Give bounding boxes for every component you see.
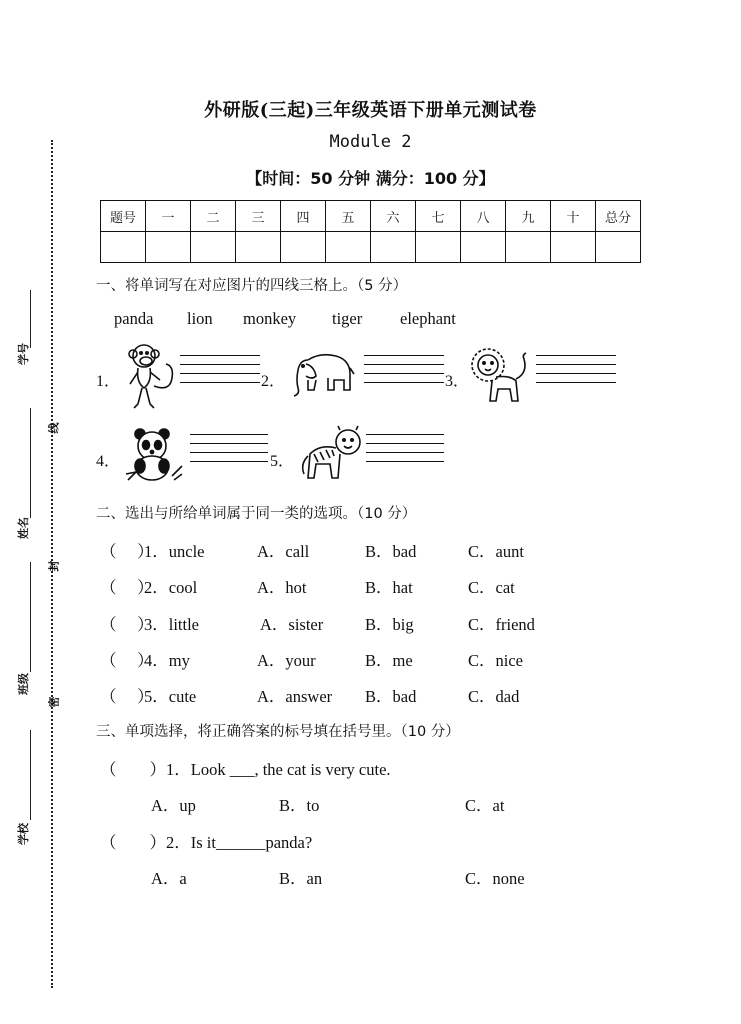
score-blank-cell[interactable] [506, 232, 551, 263]
question-stem: 2．Is it______panda? [166, 833, 313, 852]
writing-lines[interactable] [364, 355, 444, 391]
score-header-cell: 六 [371, 201, 416, 232]
page-title: 外研版(三起)三年级英语下册单元测试卷 [204, 100, 537, 121]
panda-icon [124, 426, 184, 482]
score-header-cell: 八 [461, 201, 506, 232]
word-bank-item: elephant [400, 309, 456, 328]
writing-lines[interactable] [366, 434, 444, 470]
seal-char-seal: 封 [47, 560, 61, 572]
option-c: C．aunt [468, 542, 524, 561]
student-id-label: 学号 [17, 343, 30, 365]
score-header-cell: 七 [416, 201, 461, 232]
lion-icon [470, 345, 534, 407]
seal-char-line: 线 [47, 422, 61, 434]
answer-paren[interactable]: （ ） [100, 833, 166, 852]
score-blank-cell[interactable] [596, 232, 641, 263]
word-bank-item: monkey [243, 309, 297, 328]
school-line [30, 730, 31, 820]
score-header-cell: 五 [326, 201, 371, 232]
option-a: A．answer [257, 687, 333, 706]
picture-number: 1． [96, 373, 121, 390]
question-stem: 1．uncle [144, 542, 205, 561]
question-stem: 3．little [144, 615, 199, 634]
seal-char-secret: 密 [47, 696, 61, 708]
score-header-cell: 三 [236, 201, 281, 232]
option-a: A．sister [260, 615, 324, 634]
picture-number: 4． [96, 453, 121, 470]
score-header-cell: 总分 [596, 201, 641, 232]
answer-paren[interactable]: （ ） [100, 760, 166, 779]
option-c: C．dad [468, 687, 520, 706]
answer-paren[interactable]: （ ） [100, 578, 154, 597]
option-c: C．friend [468, 615, 535, 634]
option-c: C．cat [468, 578, 515, 597]
question-stem: 2．cool [144, 578, 198, 597]
option-b: B．me [365, 651, 413, 670]
answer-paren[interactable]: （ ） [100, 615, 154, 634]
class-label: 班级 [17, 673, 30, 695]
score-blank-cell[interactable] [101, 232, 146, 263]
tiger-icon [300, 424, 366, 484]
score-blank-cell[interactable] [551, 232, 596, 263]
answer-paren[interactable]: （ ） [100, 687, 154, 706]
picture-number: 5． [270, 453, 295, 470]
question-stem: 4．my [144, 651, 190, 670]
option-a: A．a [151, 869, 187, 888]
picture-number: 3． [445, 373, 470, 390]
question-stem: 5．cute [144, 687, 197, 706]
option-b: B．bad [365, 542, 417, 561]
name-label: 姓名 [17, 517, 30, 539]
writing-lines[interactable] [180, 355, 260, 391]
score-blank-cell[interactable] [236, 232, 281, 263]
score-blank-cell[interactable] [416, 232, 461, 263]
word-bank-item: tiger [332, 309, 363, 328]
name-line [30, 408, 31, 518]
answer-paren[interactable]: （ ） [100, 651, 154, 670]
elephant-icon [290, 350, 354, 400]
writing-lines[interactable] [190, 434, 268, 470]
option-a: A．call [257, 542, 310, 561]
option-c: C．nice [468, 651, 523, 670]
class-line [30, 562, 31, 672]
score-blank-cell[interactable] [281, 232, 326, 263]
monkey-icon [126, 342, 178, 412]
option-a: A．hot [257, 578, 307, 597]
score-table [100, 200, 641, 263]
section3-title: 三、单项选择，将正确答案的标号填在括号里。（10 分） [96, 724, 460, 740]
writing-lines[interactable] [536, 355, 616, 391]
module-label: Module 2 [329, 132, 412, 152]
option-b: B．bad [365, 687, 417, 706]
score-blank-cell[interactable] [326, 232, 371, 263]
option-c: C．at [465, 796, 505, 815]
section1-title: 一、将单词写在对应图片的四线三格上。（5 分） [96, 278, 408, 294]
school-label: 学校 [17, 823, 30, 845]
option-a: A．up [151, 796, 196, 815]
section2-title: 二、选出与所给单词属于同一类的选项。（10 分） [96, 506, 417, 522]
score-header-cell: 题号 [101, 201, 146, 232]
option-b: B．hat [365, 578, 413, 597]
score-blank-cell[interactable] [146, 232, 191, 263]
option-b: B．to [279, 796, 320, 815]
score-header-cell: 九 [506, 201, 551, 232]
option-b: B．an [279, 869, 323, 888]
option-a: A．your [257, 651, 316, 670]
question-stem: 1．Look ___, the cat is very cute. [166, 760, 391, 779]
option-b: B．big [365, 615, 414, 634]
word-bank-item: panda [114, 309, 154, 328]
student-id-line [30, 290, 31, 348]
score-blank-cell[interactable] [191, 232, 236, 263]
score-table-header-row [101, 201, 641, 232]
score-header-cell: 十 [551, 201, 596, 232]
answer-paren[interactable]: （ ） [100, 542, 154, 561]
score-table-blank-row [101, 232, 641, 263]
time-score-info: 【时间：50 分钟 满分：100 分】 [246, 169, 495, 188]
option-c: C．none [465, 869, 525, 888]
word-bank-item: lion [187, 309, 213, 328]
score-header-cell: 二 [191, 201, 236, 232]
score-blank-cell[interactable] [371, 232, 416, 263]
picture-number: 2． [261, 373, 286, 390]
score-header-cell: 一 [146, 201, 191, 232]
score-blank-cell[interactable] [461, 232, 506, 263]
score-header-cell: 四 [281, 201, 326, 232]
